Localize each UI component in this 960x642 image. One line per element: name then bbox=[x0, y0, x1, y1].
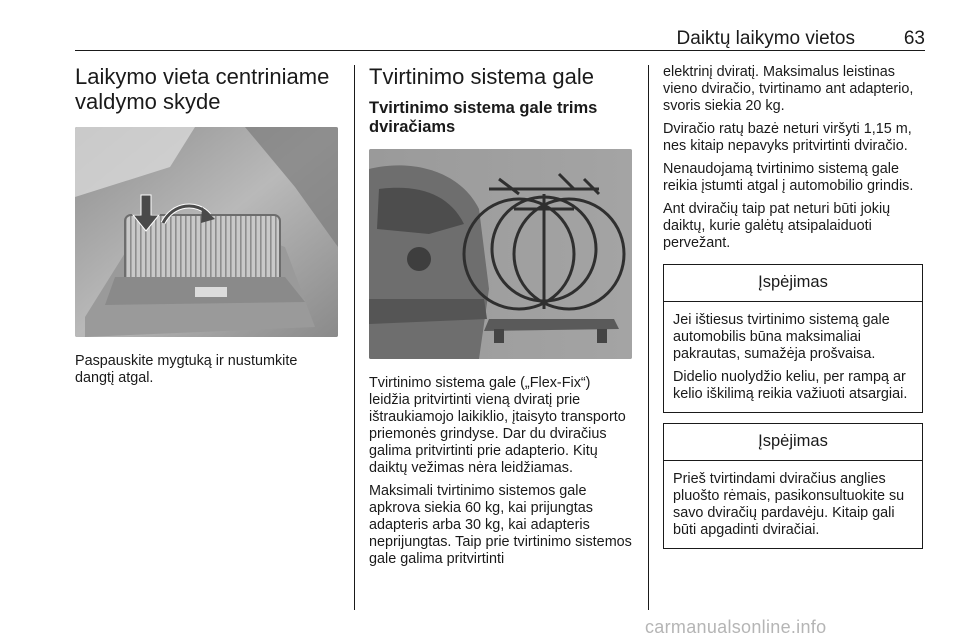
page-number: 63 bbox=[903, 28, 925, 49]
warning-text: Jei ištiesus tvirtinimo sistemą gale automobilis būna maksimaliai pakrautas, sumažėja prošvaisa. bbox=[673, 312, 890, 362]
warning-box bbox=[663, 264, 923, 413]
body-paragraph: Tvirtinimo sistema gale („Flex-Fix“) leidžia pritvirtinti vieną dviratį prie ištraukiamojo laikiklio, įtaisyto transporto priemonės grindyse. Dar du dviračius galima pritvirtinti prie adapterio. Kitų daiktų vežimas nėra leidžiamas. bbox=[369, 375, 626, 476]
warning-box bbox=[663, 423, 923, 549]
header-title: Daiktų laikymo vietos bbox=[676, 28, 855, 49]
body-paragraph: Dviračio ratų bazė neturi viršyti 1,15 m, nes kitaip nepavyks pritvirtinti dviračio. bbox=[663, 121, 912, 154]
watermark: carmanualsonline.info bbox=[645, 617, 827, 637]
body-paragraph: Ant dviračių taip pat neturi būti jokių daiktų, kurie galėtų atsipalaiduoti pervežant. bbox=[663, 201, 891, 251]
caption-text: Paspauskite mygtuką ir nustumkite dangtį atgal. bbox=[75, 353, 298, 386]
body-paragraph: Nenaudojamą tvirtinimo sistemą gale reikia įstumti atgal į automobilio grindis. bbox=[663, 161, 914, 194]
section-heading: Tvirtinimo sistema gale bbox=[369, 64, 594, 89]
warning-text: Prieš tvirtindami dviračius anglies pluošto rėmais, pasikonsultuokite su savo dviračių pardavėju. Kitaip gali būti apgadinti dviračiai. bbox=[673, 471, 905, 538]
console-storage-illustration bbox=[75, 127, 338, 337]
column-1 bbox=[75, 64, 340, 387]
section-heading: Laikymo vieta centriniame valdymo skyde bbox=[75, 64, 330, 114]
column-divider bbox=[648, 65, 649, 610]
console-storage-photo bbox=[75, 127, 338, 337]
column-2 bbox=[369, 64, 632, 568]
warning-title: Įspėjimas bbox=[664, 265, 922, 302]
body-paragraph: Maksimali tvirtinimo sistemos gale apkrova siekia 60 kg, kai prijungtas adapteris arba 30 kg, kai adapteris neprijungtas. Taip prie tvirtinimo sistemos gale galima pritvirtinti bbox=[369, 483, 632, 567]
subsection-heading: Tvirtinimo sistema gale trims dviračiams bbox=[369, 99, 598, 136]
column-divider bbox=[354, 65, 355, 610]
page-header bbox=[75, 28, 925, 51]
warning-text: Didelio nuolydžio keliu, per rampą ar kelio iškilimą reikia važiuoti atsargiai. bbox=[673, 369, 908, 402]
body-paragraph: elektrinį dviratį. Maksimalus leistinas vieno dviračio, tvirtinamo ant adapterio, svoris siekia 20 kg. bbox=[663, 64, 914, 114]
bike-carrier-illustration bbox=[369, 149, 632, 359]
warning-title: Įspėjimas bbox=[664, 424, 922, 461]
column-3 bbox=[663, 64, 925, 549]
bike-carrier-photo bbox=[369, 149, 632, 359]
